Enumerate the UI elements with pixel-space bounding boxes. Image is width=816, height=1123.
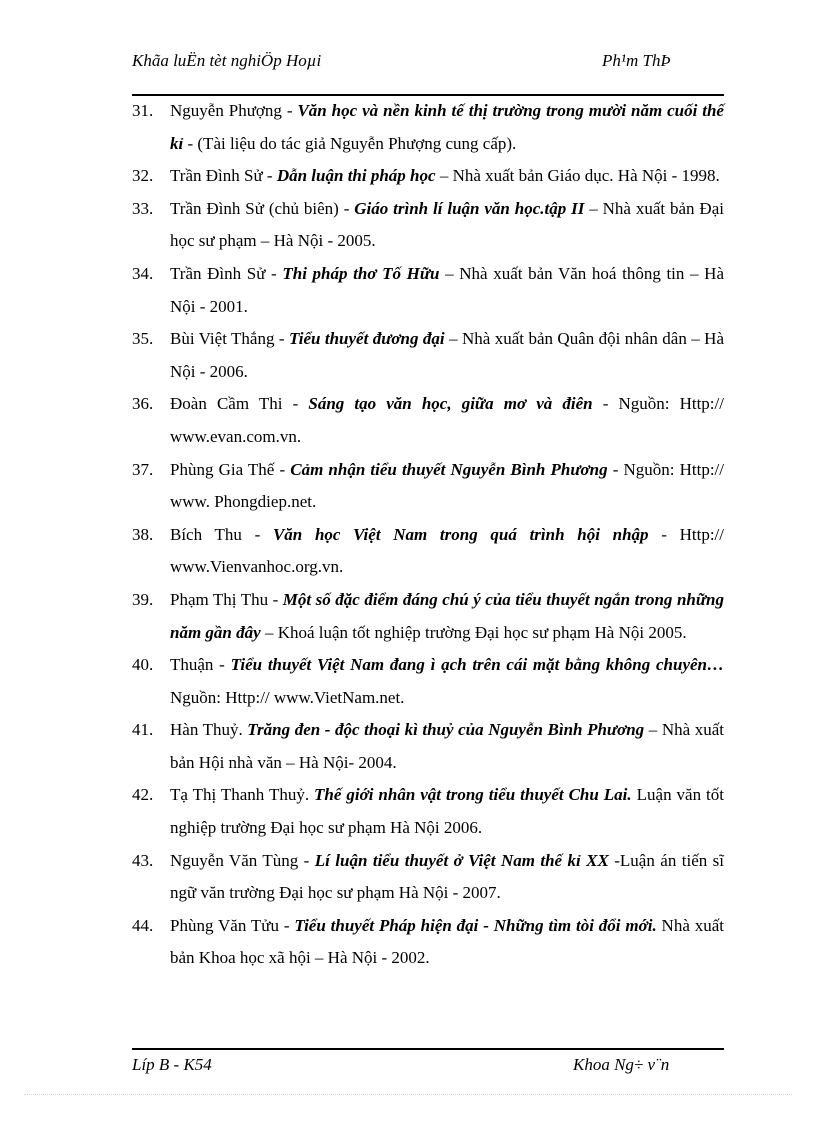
reference-item [132,910,724,975]
reference-author: Bùi Việt Thắng - [170,329,289,349]
reference-title: Tiểu thuyết đương đại [288,329,445,349]
reference-details: – Nhà xuất bản Đại học sư phạm – Hà Nội - 2005. [170,198,724,251]
reference-title: Tiểu thuyết Pháp hiện đại - Những tìm tòi đổi mới. [294,915,657,935]
header-left-text: Khãa luËn tèt nghiÖp Hoµi [132,51,322,70]
reference-number: 42. [132,785,154,805]
reference-details: - Http:// www.Vienvanhoc.org.vn. [170,524,724,577]
reference-author: Hàn Thuỷ. [170,720,248,740]
reference-title: Giáo trình lí luận văn học.tập II [354,198,585,218]
reference-body [170,714,724,779]
reference-author: Trần Đình Sử - [170,263,283,283]
reference-item [132,323,724,388]
reference-title: Thế giới nhân vật trong tiểu thuyết Chu Lai. [314,785,632,805]
reference-details: – Nhà xuất bản Giáo dục. Hà Nội - 1998. [435,166,720,186]
reference-number: 32. [132,166,154,186]
reference-author: Nguyễn Văn Tùng - [170,850,315,870]
reference-number: 40. [132,655,154,675]
footer-left-text: Líp B - K54 [132,1055,212,1074]
reference-body [170,323,724,388]
reference-details: Luận văn tốt nghiệp trường Đại học sư phạm Hà Nội 2006. [170,785,724,838]
reference-author: Phạm Thị Thu - [170,589,283,609]
reference-number: 34. [132,263,154,283]
reference-number: 36. [132,394,154,414]
reference-number: 44. [132,915,154,935]
reference-details: – Nhà xuất bản Văn hoá thông tin – Hà Nội - 2001. [170,263,724,316]
reference-number: 33. [132,198,154,218]
footer-rule [132,1048,724,1050]
reference-body [170,649,724,714]
reference-body [170,584,724,649]
reference-details: – Nhà xuất bản Quân đội nhân dân – Hà Nội - 2006. [170,329,724,381]
reference-title: Tiểu thuyết Việt Nam đang ì ạch trên cái mặt bằng không chuyên… [230,655,724,675]
reference-body [170,910,724,975]
reference-title: Thi pháp thơ Tố Hữu [282,263,440,283]
header-right-text: Ph¹m ThÞ [602,51,671,70]
reference-body [170,519,724,584]
reference-body [170,160,724,193]
reference-title: Sáng tạo văn học, giữa mơ và điên [308,394,593,414]
reference-item [132,95,724,160]
reference-body [170,845,724,910]
reference-author: Bích Thu - [170,524,273,544]
reference-details: - Nguồn: Http:// www.evan.com.vn. [170,394,724,446]
reference-title: Văn học và nền kinh tế thị trường trong mười năm cuối thế kỉ [170,101,724,153]
reference-author: Thuận - [170,655,231,675]
reference-title: Lí luận tiểu thuyết ở Việt Nam thế kỉ XX [314,850,609,870]
reference-body [170,454,724,519]
reference-body [170,258,724,323]
reference-body [170,95,724,160]
reference-item [132,845,724,910]
reference-title: Văn học Việt Nam trong quá trình hội nhập [272,524,649,544]
reference-author: Phùng Gia Thế - [170,459,291,479]
reference-author: Trần Đình Sử (chủ biên) - [170,198,355,218]
reference-details: - (Tài liệu do tác giả Nguyễn Phượng cung cấp). [183,133,517,153]
reference-item [132,160,724,193]
reference-author: Tạ Thị Thanh Thuỷ. [170,785,315,805]
reference-item [132,584,724,649]
reference-number: 43. [132,850,154,870]
reference-item [132,388,724,453]
reference-author: Trần Đình Sử - [170,166,277,186]
reference-title: Một số đặc điểm đáng chú ý của tiểu thuyết ngắn trong những năm gần đây [170,589,724,642]
reference-details: -Luận án tiến sĩ ngữ văn trường Đại học sư phạm Hà Nội - 2007. [170,850,724,903]
reference-number: 39. [132,589,154,609]
reference-body [170,193,724,258]
reference-details: – Nhà xuất bản Hội nhà văn – Hà Nội- 2004. [170,720,724,772]
reference-body [170,388,724,453]
reference-number: 31. [132,101,154,120]
reference-item [132,519,724,584]
footer-right-text: Khoa Ng÷ v¨n [573,1055,670,1074]
reference-body [170,779,724,844]
reference-list [132,95,724,975]
reference-item [132,779,724,844]
reference-number: 41. [132,720,154,740]
reference-title: Cảm nhận tiểu thuyết Nguyễn Bình Phương [290,459,608,479]
reference-item [132,258,724,323]
reference-item [132,649,724,714]
page-edge [24,1094,792,1095]
reference-details: Nhà xuất bản Khoa học xã hội – Hà Nội - 2002. [170,915,724,968]
reference-item [132,193,724,258]
reference-details: – Khoá luận tốt nghiệp trường Đại học sư phạm Hà Nội 2005. [260,622,687,642]
reference-details: Nguồn: Http:// www.VietNam.net. [170,687,405,707]
reference-item [132,714,724,779]
reference-item [132,454,724,519]
reference-title: Trăng đen - độc thoại kì thuỷ của Nguyễn Bình Phương [247,720,645,740]
reference-author: Nguyễn Phượng - [170,101,298,120]
reference-author: Đoàn Cầm Thi - [170,394,309,414]
reference-number: 37. [132,459,154,479]
reference-number: 35. [132,329,154,349]
reference-number: 38. [132,524,154,544]
reference-details: - Nguồn: Http:// www. Phongdiep.net. [170,459,725,512]
reference-title: Dẫn luận thi pháp học [276,166,436,186]
reference-author: Phùng Văn Tửu - [170,915,295,935]
